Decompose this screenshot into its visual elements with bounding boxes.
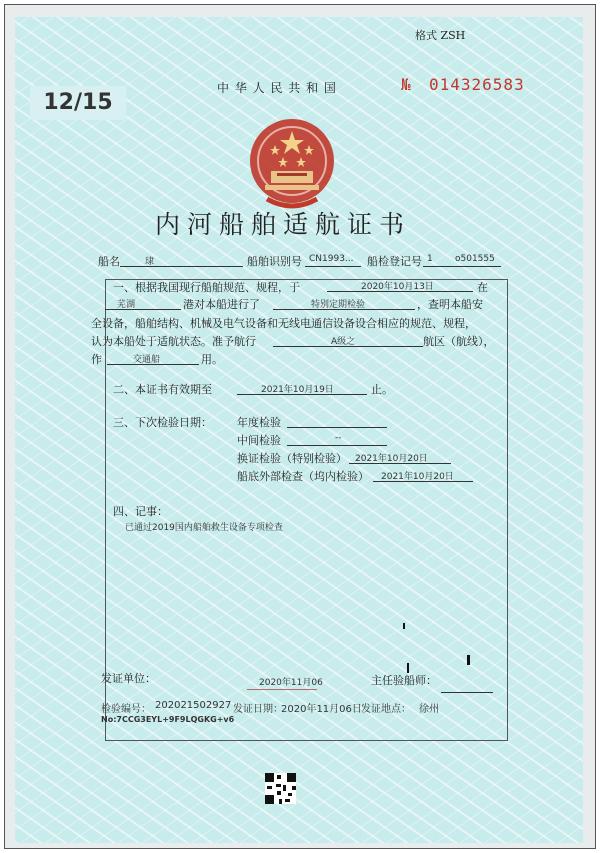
issuer-label: 发证单位： <box>101 672 156 685</box>
sec1-line5-text: 作 <box>91 353 102 366</box>
ship-id-label: 船舶识别号 <box>247 255 302 268</box>
certificate-title: 内河船舶适航证书 <box>155 210 412 239</box>
qr-code <box>265 773 296 804</box>
ship-reg-label: 船检登记号 <box>367 255 422 268</box>
ship-reg-value-a: 1 <box>427 254 433 264</box>
bottom-inspection-label: 船底外部检查（坞内检验） <box>237 470 369 483</box>
certificate-paper <box>15 17 583 843</box>
sec1-survey-type: 特别定期检验 <box>311 300 366 310</box>
sec1-line1-text: 一、根据我国现行船舶规范、规程，于 <box>113 281 300 294</box>
serial-prefix: № <box>401 75 412 94</box>
chief-surveyor-label: 主任验船师： <box>371 674 437 687</box>
sec1-line2-tail: ，查明本船安 <box>417 298 483 311</box>
annual-survey-label: 年度检验 <box>237 416 281 429</box>
serial-number: 014326583 <box>429 75 525 94</box>
renewal-survey-label: 换证检验（特别检验） <box>237 452 347 465</box>
sec1-at-text: 在 <box>477 281 488 294</box>
issue-date-value: 2020年11月06日 <box>281 704 362 715</box>
issue-place-label: 发证地点： <box>361 704 411 715</box>
country-name: 中 华 人 民 共 和 国 <box>217 81 337 95</box>
issue-date-stamp: 2020年11月06 <box>259 678 323 688</box>
ship-id-value: CN1993... <box>309 254 354 264</box>
format-code: 格式 ZSH <box>415 29 466 42</box>
intermediate-survey-label: 中间检验 <box>237 434 281 447</box>
sec1-port-value: 芜湖 <box>117 300 136 310</box>
sec1-survey-date: 2020年10月13日 <box>361 282 434 292</box>
pen-mark <box>467 655 470 665</box>
sec2-label: 二、本证书有效期至 <box>113 383 212 396</box>
bottom-inspection-value: 2021年10月20日 <box>381 472 454 482</box>
sec2-valid-until: 2021年10月19日 <box>261 385 334 395</box>
renewal-survey-value: 2021年10月20日 <box>355 454 428 464</box>
pen-mark <box>403 623 405 629</box>
sec2-end-text: 止。 <box>371 383 393 396</box>
ship-name-label: 船名 <box>98 255 120 268</box>
sec1-line2-text: 港对本船进行了 <box>183 298 260 311</box>
issue-date-label: 发证日期： <box>233 704 283 715</box>
sec4-label: 四、记事： <box>113 505 168 518</box>
sec3-label: 三、下次检验日期： <box>113 416 212 429</box>
sec1-navigation-area: A级之 <box>331 337 356 347</box>
sec1-line5-tail: 用。 <box>201 353 223 366</box>
intermediate-survey-value: -- <box>335 433 342 443</box>
sec4-note: 已通过2019国内船舶救生设备专项检查 <box>125 523 283 533</box>
page-counter-badge: 12/15 <box>30 86 126 120</box>
sec1-line4-text: 认为本船处于适航状态。准予航行 <box>91 335 256 348</box>
document-code: No:7CCG3EYL+9F9LQGKG+v6 <box>101 715 235 724</box>
sec1-use-value: 交通船 <box>133 355 161 365</box>
ship-reg-value-b: o501555 <box>455 254 495 264</box>
inspection-no-value: 202021502927 <box>155 700 232 711</box>
national-emblem-icon <box>245 115 339 211</box>
issue-place-value: 徐州 <box>419 704 439 715</box>
ship-name-value: 㻖 <box>145 257 155 267</box>
sec1-line3-text: 全设备，船舶结构、机械及电气设备和无线电通信设备设合相应的规范、规程， <box>91 317 476 330</box>
inspection-no-label: 检验编号： <box>101 704 151 715</box>
sec1-line4-tail: 航区（航线）， <box>423 335 495 348</box>
